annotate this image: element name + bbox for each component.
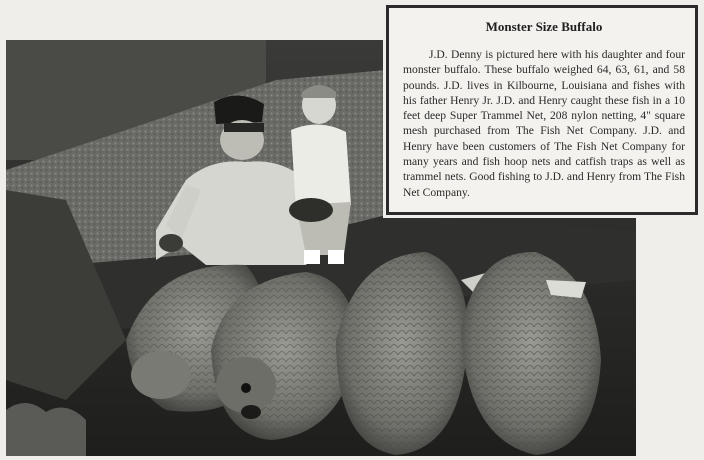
- child-shoe-right: [328, 250, 344, 264]
- caption-frame: [386, 5, 698, 215]
- man-glove: [159, 234, 183, 252]
- article-title: Monster Size Buffalo: [485, 19, 603, 34]
- caption-box: [383, 2, 701, 218]
- fish-2-mouth: [241, 405, 261, 419]
- man-hand-holding-child: [289, 198, 333, 222]
- child-shoe-left: [304, 250, 320, 264]
- sunglasses: [224, 123, 264, 132]
- child-shirt: [291, 124, 351, 210]
- article-body: J.D. Denny is pictured here with his daughter and four monster buffalo. These buffalo weighed 64, 63, 61, and 58 pounds. J.D. lives in Kilbourne, Louisiana and fishes with his father Henry Jr. J.D. and Henry caught these fish in a 10 feet deep Super Trammel Net, 208 nylon netting, 4" square mesh purchased from The Fish Net Company. J.D. and Henry have been customers of The Fish Net Company for many years and fish hoop nets and catfish traps as well as trammel nets. Good fishing to J.D. and Henry from The Fish Net Company.: [403, 48, 685, 199]
